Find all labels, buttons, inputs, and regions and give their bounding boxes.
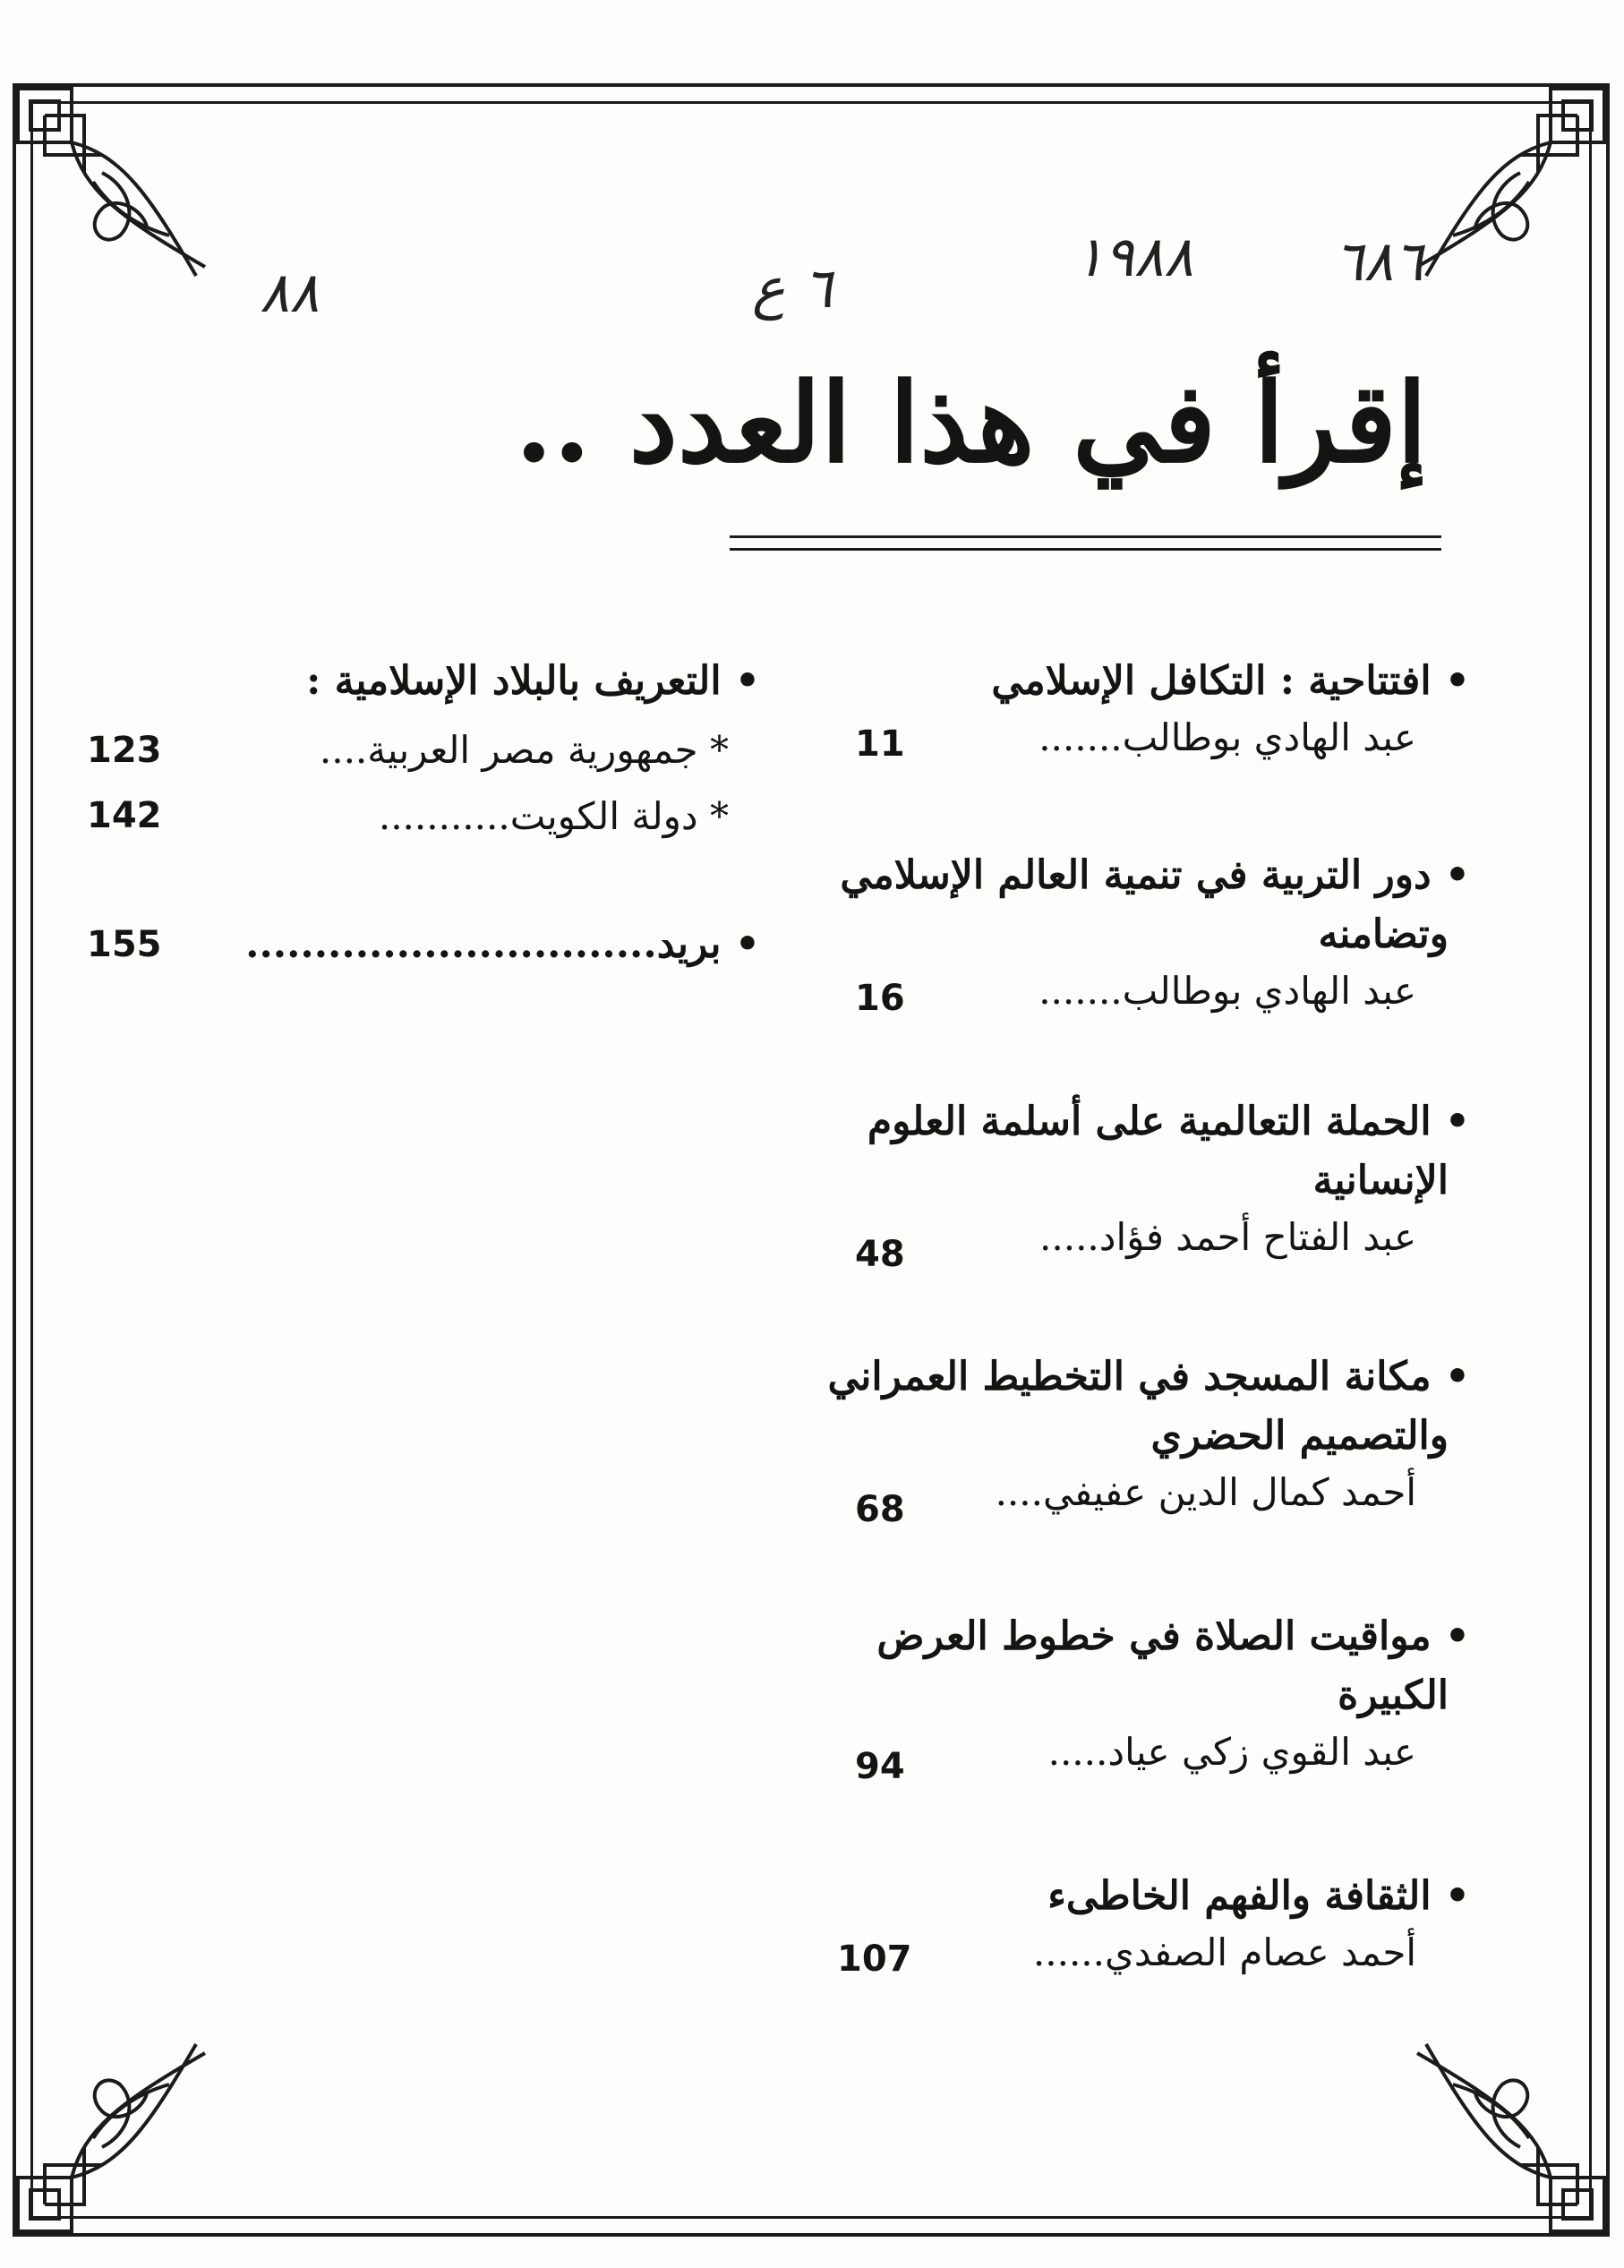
toc-entry-author: عبد الفتاح أحمد فؤاد..... xyxy=(1039,1215,1416,1259)
toc-page-number: 11 xyxy=(855,723,905,765)
toc-entry-title-cont: وتضامنه xyxy=(1318,911,1449,957)
toc-section-heading: • التعريف بالبلاد الإسلامية : xyxy=(306,658,760,704)
title-rule-top xyxy=(730,535,1441,538)
toc-page-number: 142 xyxy=(87,795,162,836)
handwritten-annotation-2: ٦ ع xyxy=(752,255,833,321)
toc-entry-4 xyxy=(664,1348,1470,1519)
toc-entry-title: • افتتاحية : التكافل الإسلامي xyxy=(991,658,1470,704)
toc-page-number: 16 xyxy=(855,978,905,1019)
toc-page-number: 123 xyxy=(87,730,162,771)
toc-entry-1 xyxy=(664,652,1470,765)
toc-page-number: 94 xyxy=(855,1746,905,1787)
toc-mail-label: • بريد.............................. xyxy=(245,921,760,967)
toc-entry-2 xyxy=(664,846,1470,1018)
toc-entry-3 xyxy=(664,1092,1470,1264)
toc-section-countries xyxy=(44,652,760,711)
toc-country-label: * جمهورية مصر العربية.... xyxy=(319,728,729,772)
toc-entry-title: • الثقافة والفهم الخاطىء xyxy=(1047,1873,1470,1919)
toc-entry-author: عبد الهادي بوطالب....... xyxy=(1039,969,1416,1013)
toc-country-label: * دولة الكويت........... xyxy=(378,794,729,838)
toc-page-number: 48 xyxy=(855,1234,905,1275)
handwritten-annotation-3: ١٩٨٨ xyxy=(1074,224,1194,289)
page-title: إقرأ في هذا العدد .. xyxy=(515,358,1427,487)
toc-country-item-2 xyxy=(192,790,729,843)
toc-entry-title-cont: الإنسانية xyxy=(1312,1158,1449,1203)
toc-entry-title: • مواقيت الصلاة في خطوط العرض xyxy=(876,1613,1470,1659)
toc-page-number: 155 xyxy=(87,924,162,965)
toc-country-item-1 xyxy=(192,723,729,777)
corner-ornament-top-right xyxy=(1404,83,1610,289)
handwritten-annotation-1: ٨٨ xyxy=(260,260,320,325)
toc-mail xyxy=(133,915,760,974)
toc-entry-title-cont: الكبيرة xyxy=(1338,1673,1449,1718)
toc-entry-title: • الحملة التعالمية على أسلمة العلوم xyxy=(867,1099,1470,1144)
toc-entry-title: • مكانة المسجد في التخطيط العمراني xyxy=(827,1354,1470,1399)
toc-page-number: 68 xyxy=(855,1489,905,1530)
toc-entry-author: أحمد عصام الصفدي...... xyxy=(1032,1930,1416,1974)
toc-entry-author: أحمد كمال الدين عفيفي.... xyxy=(995,1470,1416,1514)
title-rule-bottom xyxy=(730,548,1441,551)
toc-entry-6 xyxy=(664,1867,1470,1980)
toc-entry-title: • دور التربية في تنمية العالم الإسلامي xyxy=(840,852,1470,898)
toc-entry-author: عبد الهادي بوطالب....... xyxy=(1039,715,1416,759)
corner-ornament-bottom-left xyxy=(13,2031,218,2237)
corner-ornament-bottom-right xyxy=(1404,2031,1610,2237)
toc-page-number: 107 xyxy=(837,1938,912,1980)
toc-entry-title-cont: والتصميم الحضري xyxy=(1150,1413,1449,1459)
corner-ornament-top-left xyxy=(13,83,218,289)
handwritten-annotation-4: ٦٨٦ xyxy=(1334,228,1423,294)
toc-entry-5 xyxy=(664,1607,1470,1779)
toc-entry-author: عبد القوي زكي عياد..... xyxy=(1047,1730,1416,1774)
